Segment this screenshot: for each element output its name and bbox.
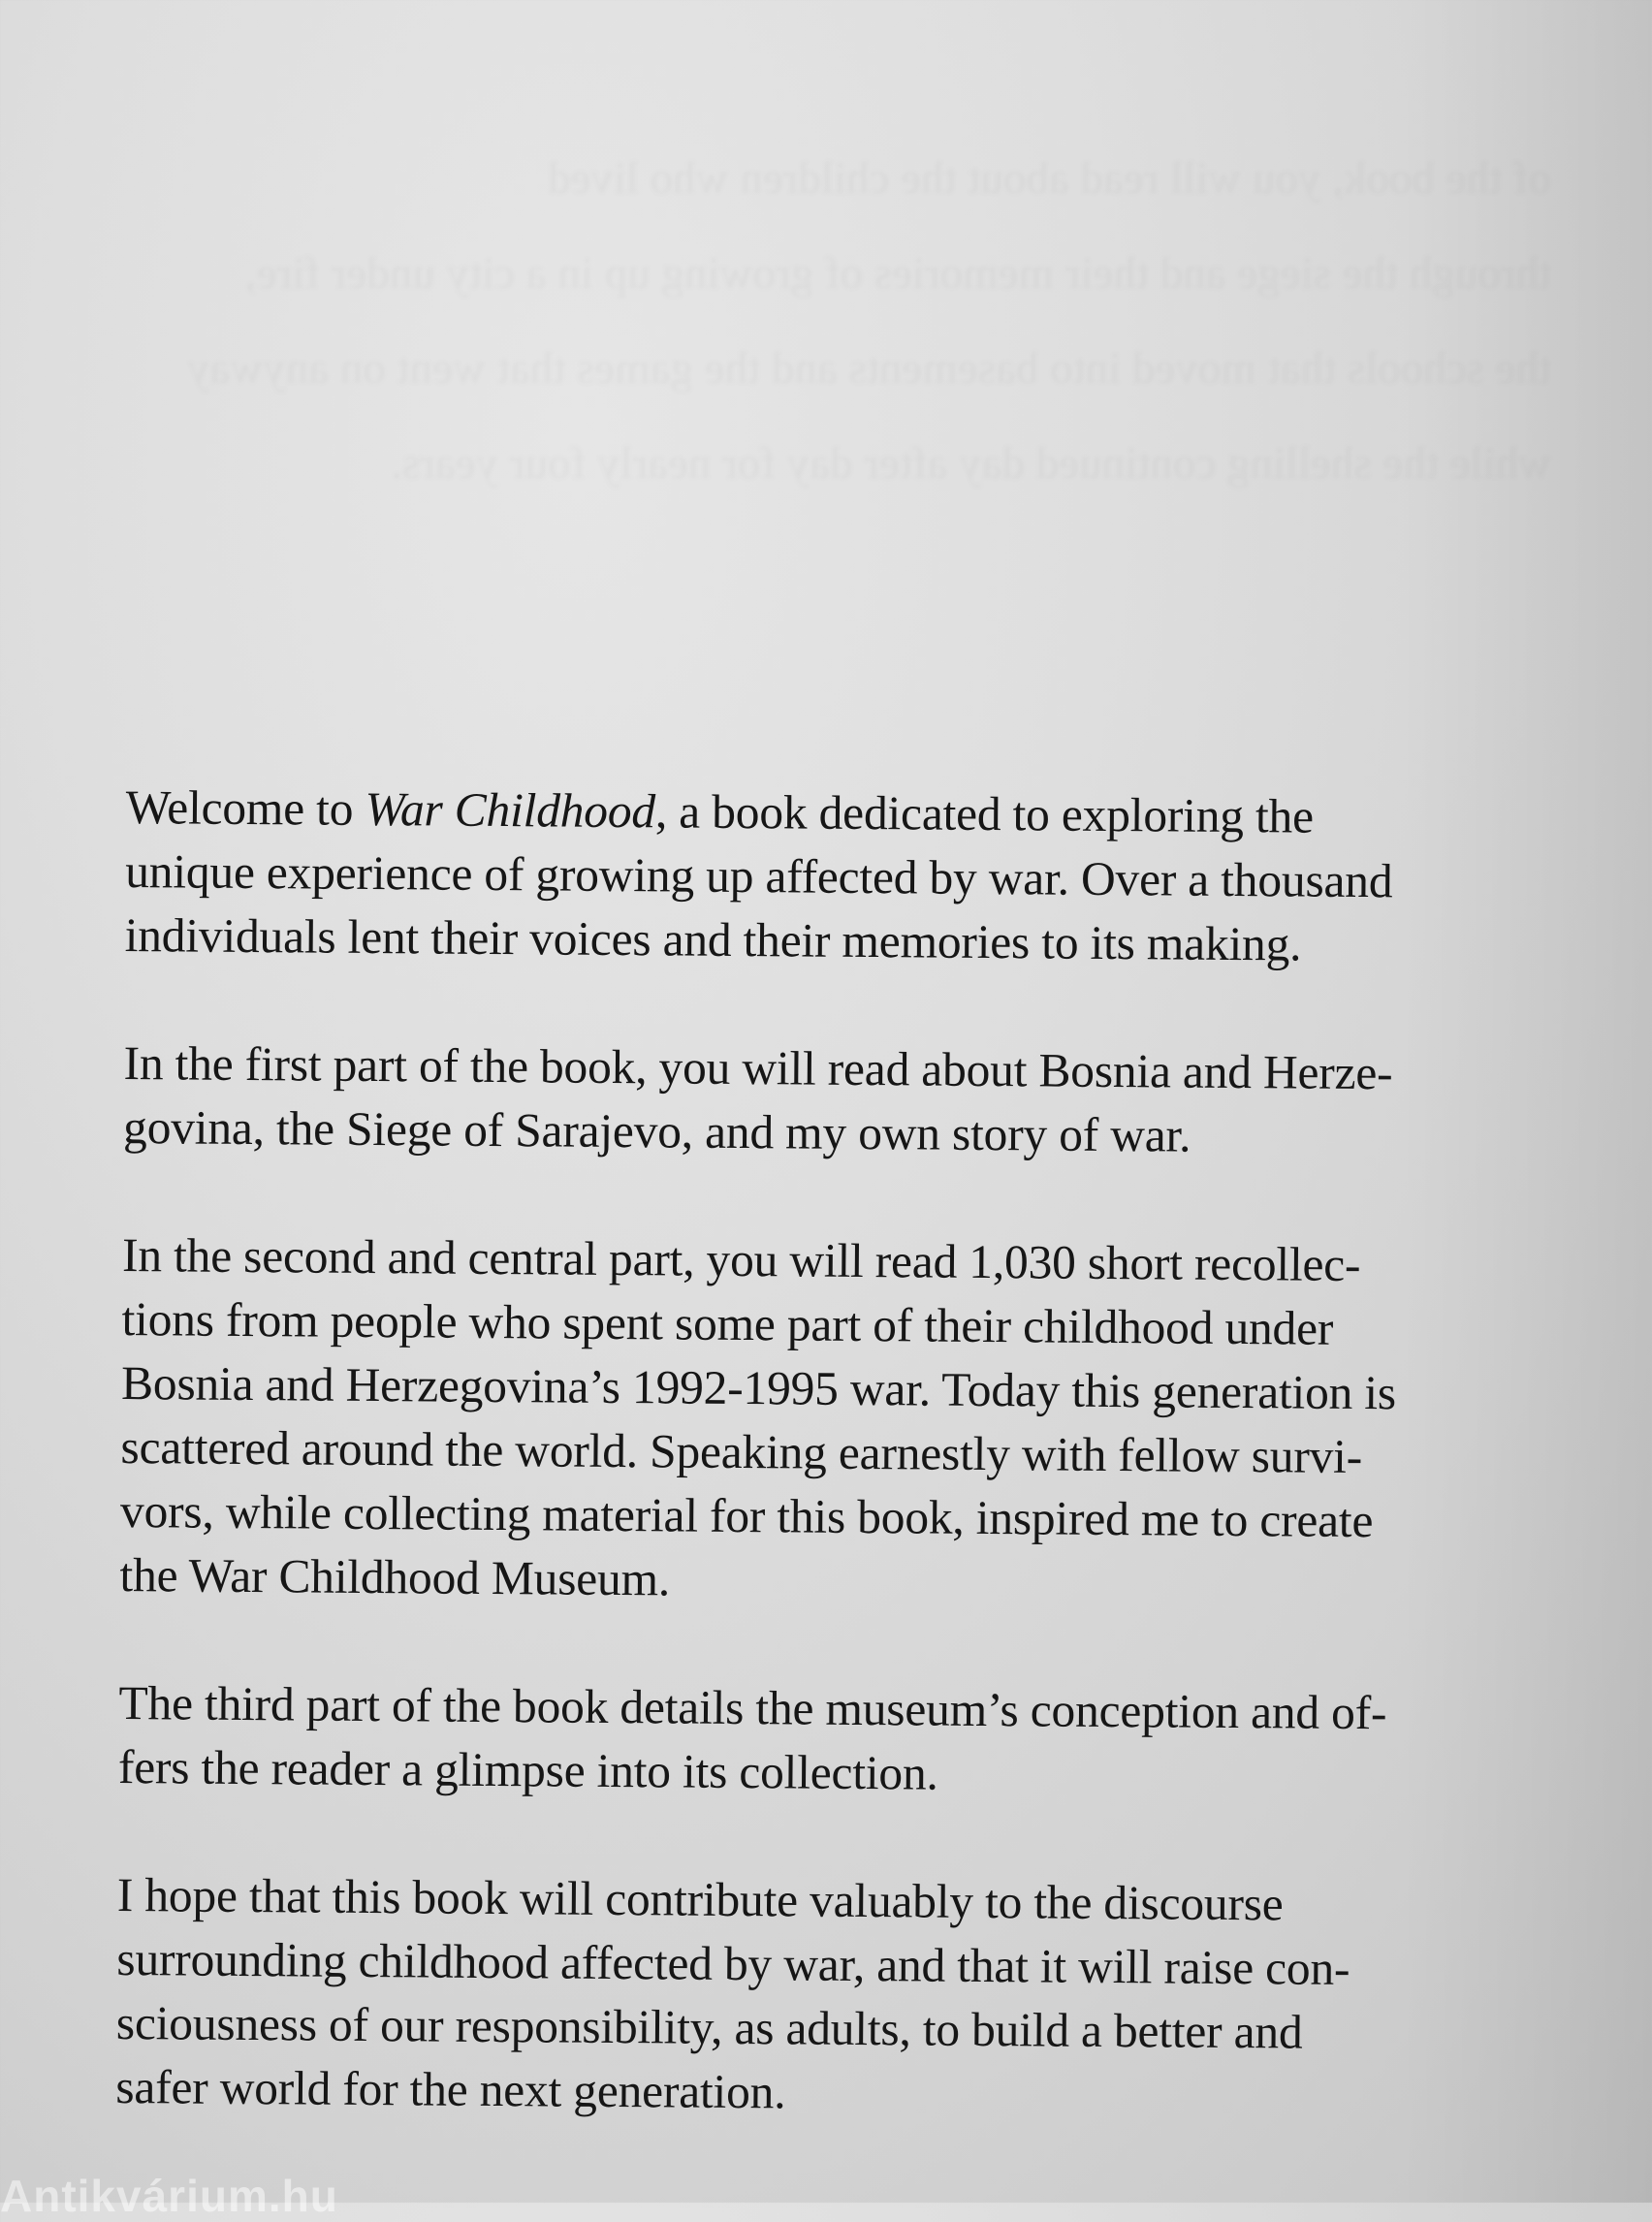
text-line: The third part of the book details the museum’s conception and of- [118,1675,1387,1740]
text-span: Welcome to [125,779,365,836]
text-line: sciousness of our responsibility, as adults, to build a better and [115,1995,1303,2059]
text-line: individuals lent their voices and their memories to its making. [124,907,1302,971]
watermark: Antikvárium.hu [0,2171,338,2221]
paragraph-first-part [123,1032,1569,1171]
text-line: vors, while collecting material for this book, inspired me to create [119,1483,1374,1548]
text-line: govina, the Siege of Sarajevo, and my own story of war. [122,1099,1191,1162]
text-line: I hope that this book will contribute valuably to the discourse [116,1867,1284,1931]
text-line: unique experience of growing up affected by war. Over a thousand [125,843,1393,908]
text-line: the War Childhood Museum. [119,1547,671,1606]
book-title: War Childhood [365,781,656,839]
text-line: tions from people who spent some part of their childhood under [121,1291,1334,1355]
text-line: In the first part of the book, you will read about Bosnia and Herze- [123,1035,1393,1100]
text-line [125,776,1570,851]
paragraph-third-part [118,1671,1564,1811]
text-line: scattered around the world. Speaking earnestly with fellow survi- [120,1419,1363,1484]
text-span: , a book dedicated to exploring the [654,784,1315,843]
text-line: In the second and central part, you will read 1,030 short recollec- [121,1227,1361,1292]
text-line: fers the reader a glimpse into its collection. [117,1739,938,1800]
paragraph-closing [115,1863,1562,2131]
text-line: Bosnia and Herzegovina’s 1992-1995 war. Today this generation is [120,1355,1397,1420]
show-through-text [136,145,1551,525]
text-line: surrounding childhood affected by war, and that it will raise con- [116,1931,1350,1995]
paragraph-second-part [119,1223,1567,1619]
text-line: safer world for the next generation. [115,2059,786,2119]
paragraph-welcome [124,776,1571,979]
intro-text [115,776,1571,2131]
